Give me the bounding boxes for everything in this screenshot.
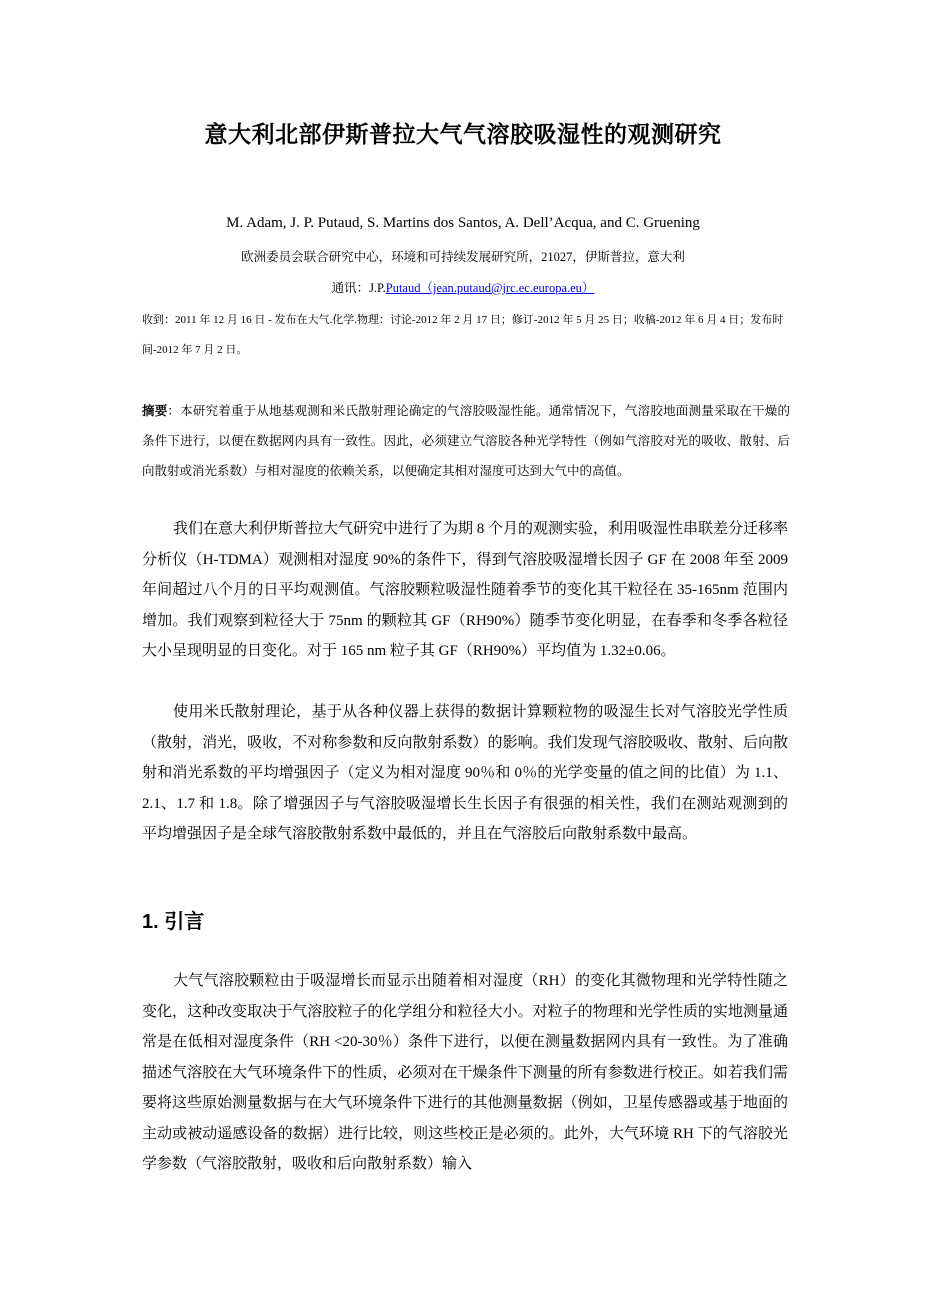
section-heading-introduction: 1. 引言 bbox=[142, 911, 205, 933]
correspondence bbox=[0, 278, 926, 296]
paper-title: 意大利北部伊斯普拉大气气溶胶吸湿性的观测研究 bbox=[204, 122, 722, 147]
affiliation: 欧洲委员会联合研究中心，环境和可持续发展研究所，21027，伊斯普拉，意大利 bbox=[241, 250, 685, 264]
abstract bbox=[142, 396, 790, 486]
abstract-text: ：本研究着重于从地基观测和米氏散射理论确定的气溶胶吸湿性能。通常情况下，气溶胶地面测量采取在干燥的条件下进行，以便在数据网内具有一致性。因此，必须建立气溶胶各种光学特性（例如气溶胶对光的吸收、散射、后向散射或消光系数）与相对湿度的依赖关系，以便确定其相对湿度可达到大气中的高值。 bbox=[142, 404, 790, 478]
introduction-paragraph-1: 大气气溶胶颗粒由于吸湿增长而显示出随着相对湿度（RH）的变化其微物理和光学特性随之变化，这种改变取决于气溶胶粒子的化学组分和粒径大小。对粒子的物理和光学性质的实地测量通常是在低相对湿度条件（RH <20-30％）条件下进行，以便在测量数据网内具有一致性。为了准确描述气溶胶在大气环境条件下的性质，必须对在干燥条件下测量的所有参数进行校正。如若我们需要将这些原始测量数据与在大气环境条件下进行的其他测量数据（例如，卫星传感器或基于地面的主动或被动遥感设备的数据）进行比较，则这些校正是必须的。此外，大气环境 RH 下的气溶胶光学参数（气溶胶散射，吸收和后向散射系数）输入 bbox=[142, 973, 788, 1172]
correspondence-prefix: 通讯：J.P. bbox=[331, 281, 386, 295]
author-list: M. Adam, J. P. Putaud, S. Martins dos Santos, A. Dell’Acqua, and C. Gruening bbox=[226, 215, 700, 231]
abstract-paragraph-2: 使用米氏散射理论，基于从各种仪器上获得的数据计算颗粒物的吸湿生长对气溶胶光学性质（散射，消光，吸收，不对称参数和反向散射系数）的影响。我们发现气溶胶吸收、散射、后向散射和消光系数的平均增强因子（定义为相对湿度 90％和 0％的光学变量的值之间的比值）为 1.1、2.1、1.7 和 1.8。除了增强因子与气溶胶吸湿增长生长因子有很强的相关性，我们在测站观测到的平均增强因子是全球气溶胶散射系数中最低的，并且在气溶胶后向散射系数中最高。 bbox=[142, 704, 788, 842]
publication-dates: 收到：2011 年 12 月 16 日 - 发布在大气.化学.物理：讨论-2012 年 2 月 17 日；修订-2012 年 5 月 25 日；收稿-2012 年 6 月 4 日；发布时间-2012 年 7 月 2 日。 bbox=[142, 314, 784, 356]
abstract-label: 摘要 bbox=[142, 404, 168, 418]
abstract-paragraph-1: 我们在意大利伊斯普拉大气研究中进行了为期 8 个月的观测实验，利用吸湿性串联差分迁移率分析仪（H-TDMA）观测相对湿度 90%的条件下，得到气溶胶吸湿增长因子 GF 在 2008 年至 2009 年间超过八个月的日平均观测值。气溶胶颗粒吸湿性随着季节的变化其干粒径在 35-165nm 范围内增加。我们观察到粒径大于 75nm 的颗粒其 GF（RH90%）随季节变化明显，在春季和冬季各粒径大小呈现明显的日变化。对于 165 nm 粒子其 GF（RH90%）平均值为 1.32±0.06。 bbox=[142, 521, 789, 659]
correspondence-email-link[interactable]: Putaud（jean.putaud@jrc.ec.europa.eu） bbox=[385, 281, 595, 295]
